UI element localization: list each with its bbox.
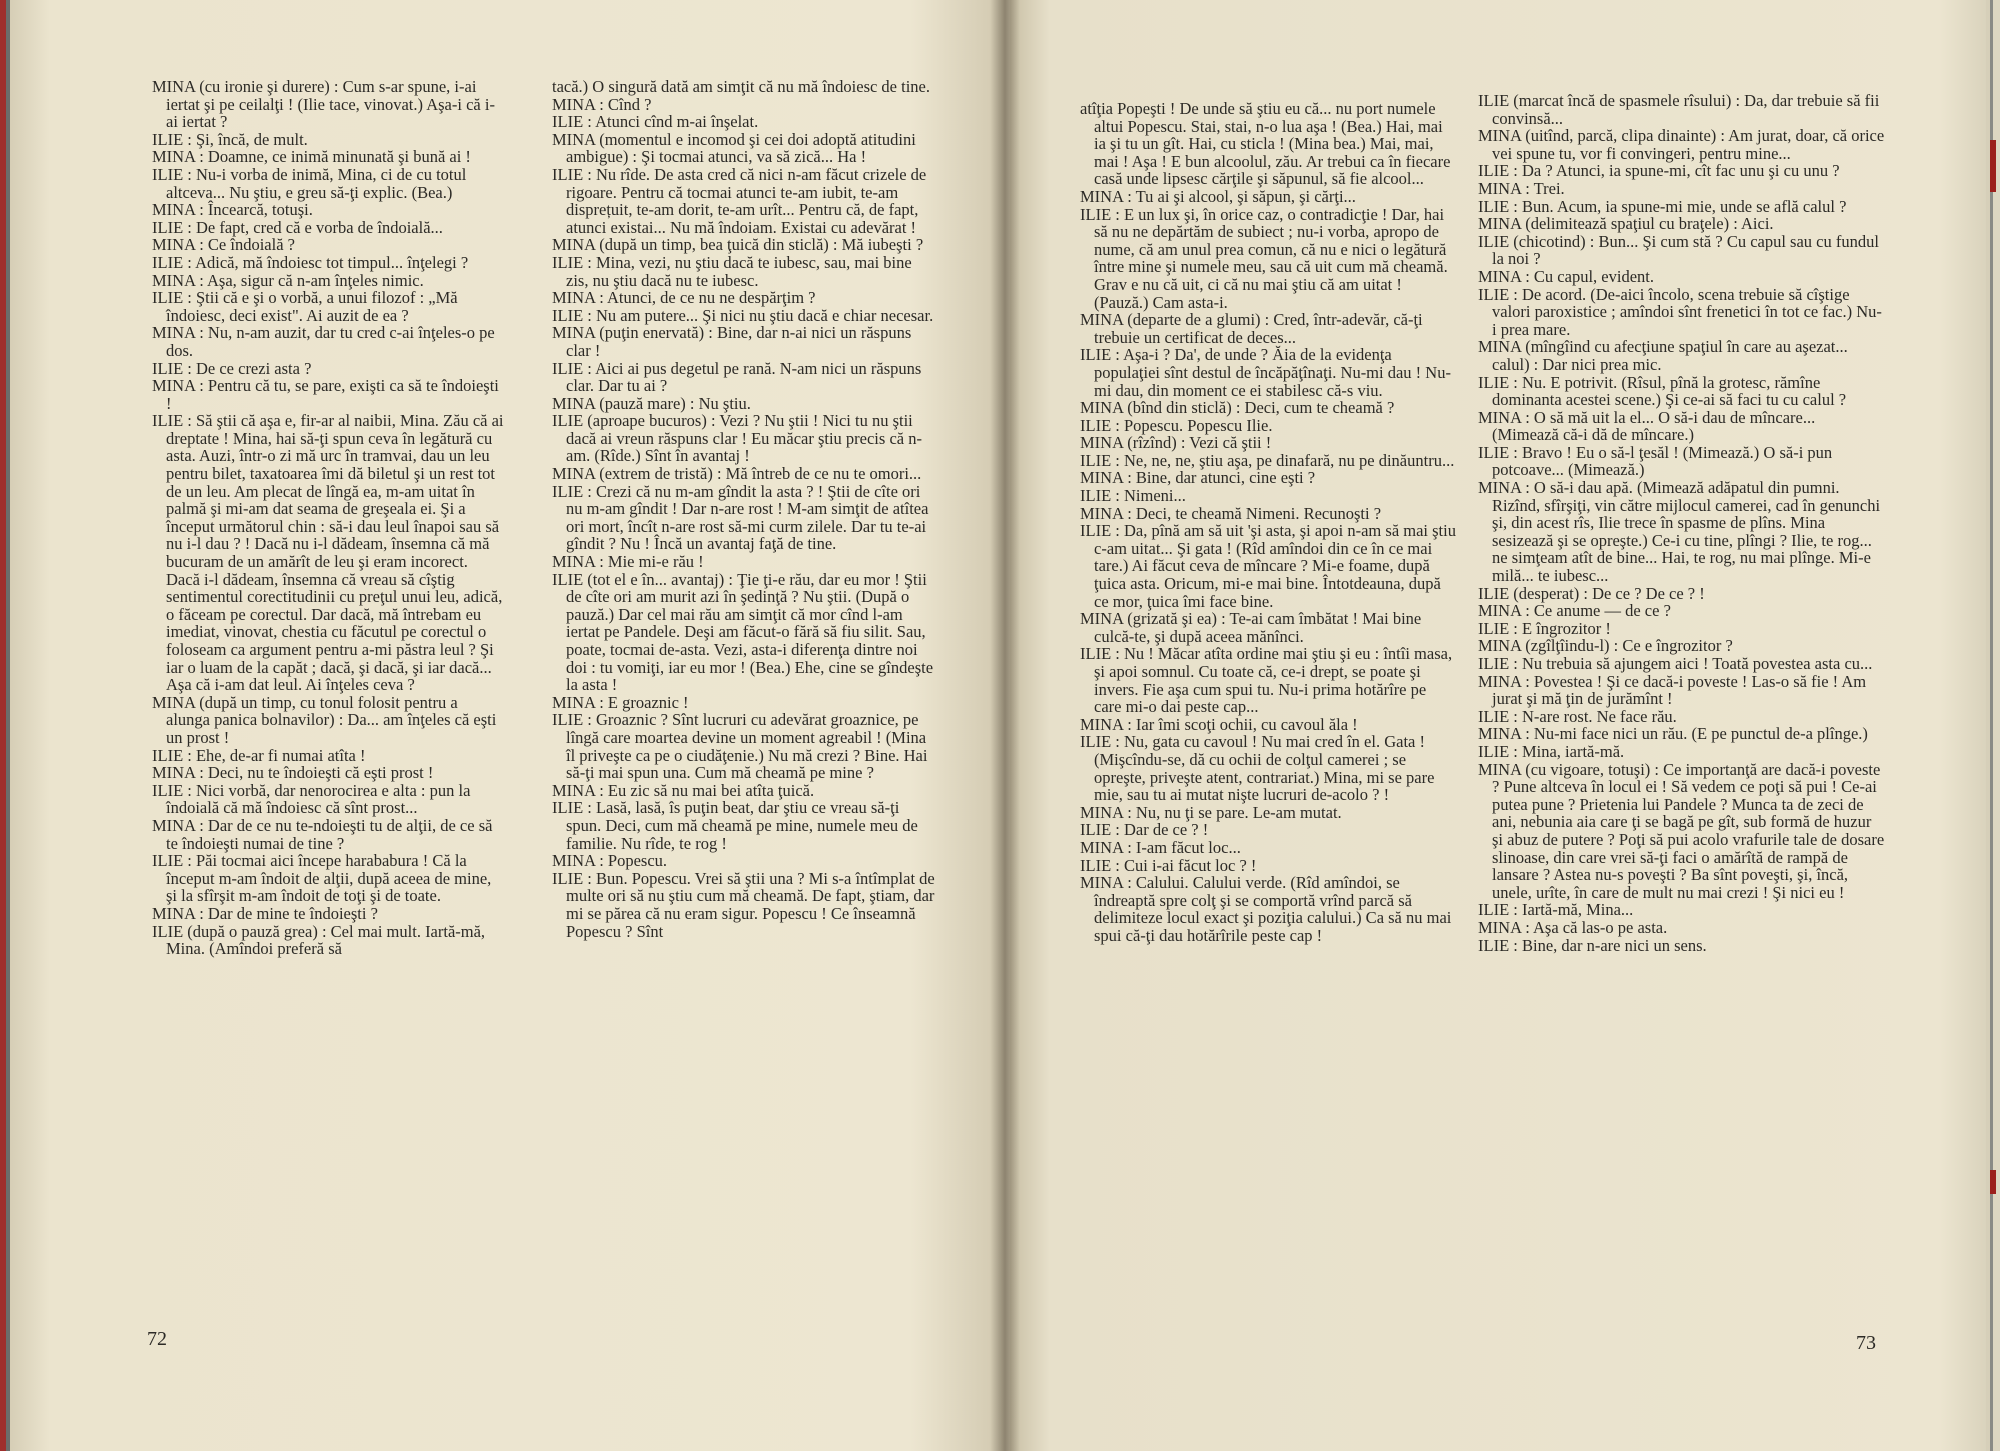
dialogue-paragraph: MINA (mîngîind cu afecţiune spaţiul în care au aşezat... calul) : Dar nici prea mic.	[1478, 337, 1848, 374]
dialogue-paragraph: ILIE : N-are rost. Ne face rău.	[1478, 706, 1677, 726]
dialogue-paragraph: MINA (după un timp, cu tonul folosit pentru a alunga panica bolnavilor) : Da... am înţeles că eşti un prost !	[152, 692, 497, 747]
dialogue-paragraph: ILIE : De acord. (De-aici încolo, scena trebuie să cîştige valori paroxistice ; amîndoi sînt frenetici în tot ce fac.) Nu-i prea mare.	[1478, 284, 1882, 339]
dialogue-paragraph: ILIE : Groaznic ? Sînt lucruri cu adevărat groaznice, pe lîngă care moartea devine un moment agreabil ! (Mina îl priveşte ca pe o ciudăţenie.) Nu mă crezi ? Bine. Hai să-ţi mai spun una. Cum mă cheamă pe mine ?	[552, 710, 928, 783]
dialogue-paragraph: ILIE : De fapt, cred că e vorba de îndoială...	[152, 217, 443, 237]
dialogue-paragraph: ILIE : E îngrozitor !	[1478, 618, 1611, 638]
edge-mark-red	[1990, 1170, 1996, 1194]
dialogue-paragraph: ILIE : Cui i-ai făcut loc ? !	[1080, 855, 1257, 875]
dialogue-paragraph: MINA : Tu ai şi alcool, şi săpun, şi cărţi...	[1080, 186, 1356, 206]
dialogue-paragraph: MINA : Pentru că tu, se pare, exişti ca să te îndoieşti !	[152, 376, 499, 413]
dialogue-paragraph: ILIE : Lasă, lasă, îs puţin beat, dar ştiu ce vreau să-ţi spun. Deci, cum mă cheamă pe mine, numele meu de familie. Nu rîde, te rog !	[552, 798, 918, 853]
dialogue-paragraph: ILIE : Ştii că e şi o vorbă, a unui filozof : „Mă îndoiesc, deci exist". Ai auzit de ea ?	[152, 288, 458, 325]
dialogue-paragraph: ILIE : Da, pînă am să uit 'şi asta, şi apoi n-am să mai ştiu c-am uitat... Şi gata ! (Rîd amîndoi din ce în ce mai tare.) Ai făcut ceva de mîncare ? Mi-e foame, după ţuica asta. Oricum, mi-e mai bine. Întotdeauna, după ce mor, ţuica îmi face bine.	[1080, 521, 1456, 611]
dialogue-paragraph: MINA : Dar de ce nu te-ndoieşti tu de alţii, de ce să te îndoieşti numai de tine ?	[152, 815, 493, 853]
dialogue-paragraph: MINA : Iar îmi scoţi ochii, cu cavoul ăla !	[1080, 714, 1358, 734]
page-number-left: 72	[147, 1328, 167, 1350]
edge-mark-red	[1990, 140, 1996, 192]
dialogue-paragraph: MINA : O să mă uit la el... O să-i dau de mîncare... (Mimează că-i dă de mîncare.)	[1478, 407, 1816, 445]
dialogue-paragraph: MINA (departe de a glumi) : Cred, într-adevăr, că-ţi trebuie un certificat de deces...	[1080, 310, 1423, 347]
dialogue-paragraph: MINA : O să-i dau apă. (Mimează adăpatul din pumni. Rizînd, sfîrşiţi, vin către mijlocul camerei, cad în genunchi şi, din acest rîs, Ilie trece în spasme de plîns. Mina sesizează şi se opreşte.) Ce-i cu tine, plîngi ? Ilie, te rog... ne simţeam atît de bine... Hai, te rog, nu mai plînge. Mi-e milă... te iubesc...	[1478, 478, 1881, 586]
dialogue-paragraph: ILIE : Nu. E potrivit. (Rîsul, pînă la grotesc, rămîne dominanta acestei scene.) Şi ce-ai să faci tu cu calul ?	[1478, 372, 1847, 410]
dialogue-paragraph: ILIE : Nu ! Măcar atîta ordine mai ştiu şi eu : întîi masa, şi apoi somnul. Cu toate că, ce-i drept, se poate şi invers. Fie aşa cum spui tu. Nu-i prima hotărîre pe care mi-o dai peste cap...	[1080, 644, 1453, 717]
dialogue-paragraph: MINA : Trei.	[1478, 178, 1565, 198]
dialogue-paragraph: MINA : Aşa că las-o pe asta.	[1478, 917, 1668, 937]
dialogue-paragraph: ILIE : Crezi că nu m-am gîndit la asta ? ! Ştii de cîte ori nu m-am gîndit ! Dar n-are rost ! M-am simţit de atîtea ori mort, încît n-are rost să-mi curm zilele. Dar tu te-ai gîndit ? Nu ! Încă un avantaj faţă de tine.	[552, 481, 929, 554]
dialogue-paragraph: MINA (pauză mare) : Nu ştiu.	[552, 393, 751, 413]
dialogue-paragraph: ILIE : Ehe, de-ar fi numai atîta !	[152, 745, 366, 765]
dialogue-paragraph: MINA (extrem de tristă) : Mă întreb de ce nu te omori...	[552, 464, 922, 484]
dialogue-paragraph: ILIE : Nici vorbă, dar nenorocirea e alta : pun la îndoială că mă îndoiesc că sînt prost...	[152, 780, 471, 818]
dialogue-paragraph: ILIE : Ne, ne, ne, ştiu aşa, pe dinafară, nu pe dinăuntru...	[1080, 450, 1455, 470]
dialogue-paragraph: ILIE : Mina, iartă-mă.	[1478, 741, 1625, 761]
text-column-1	[152, 78, 504, 958]
dialogue-paragraph: MINA : I-am făcut loc...	[1080, 837, 1241, 857]
book-edge-right	[1986, 0, 2000, 1451]
dialogue-paragraph: MINA (cu ironie şi durere) : Cum s-ar spune, i-ai iertat şi pe ceilalţi ! (Ilie tace, vinovat.) Aşa-i că i-ai iertat ?	[152, 77, 495, 132]
dialogue-paragraph: MINA : Deci, nu te îndoieşti că eşti prost !	[152, 763, 434, 783]
dialogue-paragraph: ILIE : Nu rîde. De asta cred că nici n-am făcut crizele de rigoare. Pentru că tocmai atunci te-am iubit, te-am disprețuit, te-am dorit, te-am urît... Pentru că, de fapt, atunci existai... Nu mă îndoiam. Existai cu adevărat !	[552, 164, 927, 237]
dialogue-paragraph: ILIE : Nu trebuia să ajungem aici ! Toată povestea asta cu...	[1478, 654, 1873, 673]
dialogue-paragraph: MINA : Cînd ?	[552, 94, 652, 114]
dialogue-paragraph: MINA : Dar de mine te îndoieşti ?	[152, 903, 378, 923]
dialogue-paragraph: ILIE : Nu-i vorba de inimă, Mina, ci de cu totul altceva... Nu ştiu, e greu să-ţi explic. (Bea.)	[152, 164, 467, 202]
dialogue-paragraph: ILIE (tot el e în... avantaj) : Ţie ţi-e rău, dar eu mor ! Ştii de cîte ori am murit azi în şedinţă ? Nu ştii. (După o pauză.) Dar cel mai rău am simţit că mor cînd l-am iertat pe Pandele. Deşi am făcut-o fără să fiu silit. Sau, poate, tocmai de-asta. Vezi, asta-i diferenţa dintre noi doi : tu vomiţi, iar eu mor ! (Bea.) Ehe, cine se gîndeşte la asta !	[552, 569, 934, 695]
dialogue-paragraph: ILIE : Da ? Atunci, ia spune-mi, cît fac unu şi cu unu ?	[1478, 161, 1840, 181]
dialogue-paragraph: MINA : E groaznic !	[552, 692, 689, 712]
text-column-2	[552, 78, 938, 940]
dialogue-paragraph: MINA (rîzînd) : Vezi că ştii !	[1080, 433, 1272, 453]
dialogue-paragraph: MINA : Calului. Calului verde. (Rîd amîndoi, se îndreaptă spre colţ şi se comportă vrînd parcă să delimiteze locul exact şi poziţia calului.) Ca să nu mai spui că-ţi dau hotărîrile peste cap !	[1080, 873, 1452, 945]
dialogue-paragraph: ILIE : Adică, mă îndoiesc tot timpul... înţelegi ?	[152, 252, 469, 272]
dialogue-paragraph: MINA : Bine, dar atunci, cine eşti ?	[1080, 468, 1316, 488]
dialogue-paragraph: ILIE : Mina, vezi, nu ştiu dacă te iubesc, sau, mai bine zis, nu ştiu dacă nu te iubesc.	[552, 252, 912, 290]
dialogue-paragraph: MINA : Deci, te cheamă Nimeni. Recunoşti ?	[1080, 503, 1382, 523]
dialogue-paragraph: ILIE : Nu am putere... Şi nici nu ştiu dacă e chiar necesar.	[552, 305, 934, 325]
dialogue-paragraph: ILIE (după o pauză grea) : Cel mai mult. Iartă-mă, Mina. (Amîndoi preferă să	[152, 921, 486, 959]
dialogue-paragraph: ILIE : Păi tocmai aici începe harababura ! Că la început m-am îndoit de alţii, după aceea de mine, şi la sfîrşit m-am îndoit de toţi şi de toate.	[152, 851, 492, 906]
dialogue-paragraph: MINA : Eu zic să nu mai bei atîta ţuică.	[552, 780, 815, 800]
dialogue-paragraph: MINA : Încearcă, totuşi.	[152, 200, 313, 220]
dialogue-paragraph: ILIE : Bravo ! Eu o să-l ţesăl ! (Mimează.) O să-i pun potcoave... (Mimează.)	[1478, 442, 1833, 480]
dialogue-paragraph: ILIE : Bun. Acum, ia spune-mi mie, unde se află calul ?	[1478, 196, 1847, 216]
dialogue-paragraph: MINA : Nu, nu ţi se pare. Le-am mutat.	[1080, 802, 1342, 822]
dialogue-paragraph: ILIE : Dar de ce ? !	[1080, 820, 1209, 840]
dialogue-paragraph: ILIE : Bine, dar n-are nici un sens.	[1478, 935, 1707, 955]
dialogue-paragraph: MINA : Povestea ! Şi ce dacă-i poveste ! Las-o să fie ! Am jurat şi mă ţin de jurămînt !	[1478, 671, 1867, 709]
dialogue-paragraph: ILIE : Nu, gata cu cavoul ! Nu mai cred în el. Gata ! (Mişcîndu-se, dă cu ochii de colţul camerei ; se opreşte, priveşte atent, contrariat.) Mina, mi se pare mie, sau tu ai mutat nişte lucruri de-acolo ? !	[1080, 732, 1435, 805]
dialogue-paragraph: MINA : Nu-mi face nici un rău. (E pe punctul de-a plînge.)	[1478, 724, 1868, 744]
dialogue-paragraph: atîţia Popeşti ! De unde să ştiu eu că... nu port numele altui Popescu. Stai, stai, n-o lua aşa ! (Bea.) Hai, mai ia şi tu un gît. Hai, cu sticla ! (Mina bea.) Mai, mai, mai ! Aşa ! E bun alcoolul, zău. Ar trebui ca în fiecare casă unde lipsesc cărţile şi săpunul, să fie alcool...	[1080, 99, 1451, 189]
dialogue-paragraph: MINA (uitînd, parcă, clipa dinainte) : Am jurat, doar, că orice vei spune tu, vor fi convingeri, pentru mine...	[1478, 126, 1885, 163]
dialogue-paragraph: ILIE : Atunci cînd m-ai înşelat.	[552, 112, 759, 132]
dialogue-paragraph: MINA : Cu capul, evident.	[1478, 266, 1654, 286]
dialogue-paragraph: ILIE : E un lux şi, în orice caz, o contradicţie ! Dar, hai să nu ne depărtăm de subiect ; nu-i vorba, apropo de nume, că am unul prea comun, că nu e nici o legătură între mine şi numele meu, sau că uit cum mă cheamă. Grav e nu că uit, ci că nu mai ştiu că am uitat ! (Pauză.) Cam asta-i.	[1080, 204, 1448, 312]
dialogue-paragraph: ILIE : Aici ai pus degetul pe rană. N-am nici un răspuns clar. Dar tu ai ?	[552, 358, 922, 396]
dialogue-paragraph: MINA : Mie mi-e rău !	[552, 552, 704, 572]
dialogue-paragraph: ILIE (chicotind) : Bun... Şi cum stă ? Cu capul sau cu fundul la noi ?	[1478, 231, 1879, 269]
dialogue-paragraph: ILIE : Şi, încă, de mult.	[152, 129, 308, 149]
dialogue-paragraph: MINA (zgîlţîindu-l) : Ce e îngrozitor ?	[1478, 636, 1733, 656]
dialogue-paragraph: ILIE : Nimeni...	[1080, 486, 1186, 506]
text-column-3	[1080, 100, 1456, 945]
text-column-4	[1478, 92, 1886, 954]
dialogue-paragraph: MINA : Nu, n-am auzit, dar tu cred c-ai înţeles-o pe dos.	[152, 323, 495, 360]
dialogue-paragraph: ILIE : De ce crezi asta ?	[152, 358, 312, 378]
dialogue-paragraph: ILIE (marcat încă de spasmele rîsului) : Da, dar trebuie să fii convinsă...	[1478, 91, 1880, 128]
dialogue-paragraph: ILIE (desperat) : De ce ? De ce ? !	[1478, 583, 1705, 603]
page-number-right: 73	[1856, 1332, 1876, 1354]
dialogue-paragraph: ILIE : Aşa-i ? Da', de unde ? Ăia de la evidenţa populaţiei sînt destul de încăpăţînaţi. Nu-mi dau ! Nu-mi dau, din moment ce ei stabilesc că-s viu.	[1080, 345, 1451, 400]
dialogue-paragraph: MINA : Atunci, de ce nu ne despărţim ?	[552, 288, 816, 308]
dialogue-paragraph: ILIE (aproape bucuros) : Vezi ? Nu ştii ! Nici tu nu ştii dacă ai vreun răspuns clar ! Eu măcar ştiu precis că n-am. (Rîde.) Sînt în avantaj !	[552, 411, 922, 466]
dialogue-paragraph: MINA (bînd din sticlă) : Deci, cum te cheamă ?	[1080, 398, 1395, 418]
dialogue-paragraph: MINA : Doamne, ce inimă minunată şi bună ai !	[152, 147, 471, 167]
dialogue-paragraph: ILIE : Bun. Popescu. Vrei să ştii una ? Mi s-a întîmplat de multe ori să nu ştiu cum mă cheamă. De fapt, ştiam, dar mi se părea că nu eram sigur. Popescu ! Ce înseamnă Popescu ? Sînt	[552, 868, 935, 941]
dialogue-paragraph: tacă.) O singură dată am simţit că nu mă îndoiesc de tine.	[552, 77, 931, 96]
dialogue-paragraph: ILIE : Să ştii că aşa e, fir-ar al naibii, Mina. Zău că ai dreptate ! Mina, hai să-ţi spun ceva în legătură cu asta. Auzi, într-o zi mă urc în tramvai, dau un leu pentru bilet, taxatoarea îmi dă biletul şi un rest tot de un leu. Am plecat de lîngă ea, m-am uitat în palmă şi mi-am dat seama de greşeala ei. Şi a început următorul chin : să-i dau leul înapoi sau să nu i-l dau ? ! Dacă nu i-l dădeam, însemna că mă bucuram de un amărît de leu şi eram incorect. Dacă i-l dădeam, însemna că vreau să cîştig sentimentul corectitudinii cu preţul unui leu, adică, o făceam pe corectul. Dar dacă, mă întrebam eu imediat, vinovat, chestia cu făcutul pe corectul o foloseam ca argument pentru a-mi păstra leul ? Şi iar o luam de la capăt ; dacă, şi dacă, şi iar dacă... Aşa că i-am dat leul. Ai înţeles ceva ?	[152, 411, 504, 695]
dialogue-paragraph: MINA : Ce anume — de ce ?	[1478, 601, 1671, 621]
dialogue-paragraph: ILIE : Iartă-mă, Mina...	[1478, 900, 1634, 920]
dialogue-paragraph: MINA (cu vigoare, totuşi) : Ce importanţă are dacă-i poveste ? Pune altceva în locul ei ! Să vedem ce poţi să pui ! Ce-ai putea pune ? Prietenia lui Pandele ? Munca ta de zeci de ani, nebunia aia care ţi se bagă pe gît, sub formă de huzur şi abuz de putere ? Poţi să pui acolo vrafurile tale de dosare slinoase, din care vrei să-ţi faci o amărîtă de rampă de lansare ? Astea nu-s poveşti ? Ba sînt poveşti, şi, încă, unele, urîte, în care de mult nu mai crezi ! Şi nici eu !	[1478, 759, 1885, 902]
dialogue-paragraph: MINA : Aşa, sigur că n-am înţeles nimic.	[152, 270, 424, 290]
book-gutter	[990, 0, 1020, 1451]
dialogue-paragraph: MINA (delimitează spaţiul cu braţele) : Aici.	[1478, 214, 1774, 234]
dialogue-paragraph: MINA (puţin enervată) : Bine, dar n-ai nici un răspuns clar !	[552, 323, 912, 360]
dialogue-paragraph: MINA (momentul e incomod şi cei doi adoptă atitudini ambigue) : Şi tocmai atunci, va să zică... Ha !	[552, 129, 916, 167]
dialogue-paragraph: MINA (după un timp, bea ţuică din sticlă) : Mă iubeşti ?	[552, 235, 924, 255]
dialogue-paragraph: MINA : Ce îndoială ?	[152, 235, 295, 255]
dialogue-paragraph: ILIE : Popescu. Popescu Ilie.	[1080, 415, 1273, 435]
dialogue-paragraph: MINA : Popescu.	[552, 851, 668, 871]
dialogue-paragraph: MINA (grizată şi ea) : Te-ai cam îmbătat ! Mai bine culcă-te, şi după aceea mănînci.	[1080, 609, 1422, 646]
